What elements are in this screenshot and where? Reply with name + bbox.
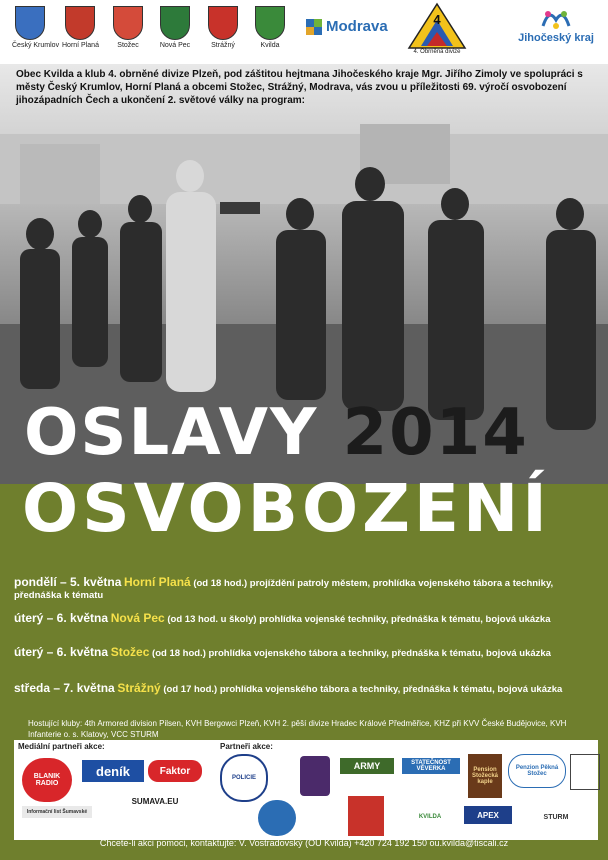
- shield-icon: [255, 6, 285, 40]
- denik-logo: deník: [82, 760, 144, 782]
- crest-horni-plana: [62, 6, 98, 49]
- intro-text: Obec Kvilda a klub 4. obrněné divize Plzeň, pod záštitou hejtmana Jihočeského kraje Mgr. Jiřího Zimoly ve spolupráci s městy Český Krumlov, Horní Planá a obcemi Stožec, Strážný, Modrava, vás zvou u příležitosti 69. výročí osvobození jihozápadních Čech a ukončení 2. světové války na program:: [16, 69, 583, 106]
- sumava-info-logo: Informační list Šumavské: [22, 806, 92, 818]
- crest-cesky-krumlov: [12, 6, 60, 49]
- shield-icon: [208, 6, 238, 40]
- program-item: [14, 682, 594, 696]
- military-crest-icon: [300, 756, 330, 796]
- program-place: Strážný: [117, 681, 161, 695]
- crest-label: Nová Pec: [159, 42, 191, 49]
- title-osvobozeni: OSVOBOZENÍ: [22, 470, 551, 547]
- program-day: středa – 7. května: [14, 681, 115, 695]
- program-desc: (od 18 hod.) projíždění patroly městem, prohlídka vojenského tábora a techniky, přednáška k tématu: [14, 578, 554, 601]
- crest-label: Horní Planá: [62, 42, 99, 49]
- crest-kvilda: [252, 6, 288, 49]
- partners-label: Partneři akce:: [220, 742, 273, 751]
- crest-stozec: [110, 6, 146, 49]
- modrava-text: Modrava: [326, 18, 388, 35]
- crest-strazny: [205, 6, 241, 49]
- title-year: 2014: [342, 396, 529, 470]
- program-place: Horní Planá: [124, 575, 191, 589]
- apex-logo: APEX: [464, 806, 512, 824]
- sturm-logo: STURM: [543, 813, 569, 821]
- program-desc: (od 17 hod.) prohlídka vojenského tábora a techniky, přednáška k tématu, bojová ukázka: [163, 684, 563, 695]
- division-label: 4. Obrněná divize: [407, 49, 467, 55]
- eagle-crest-icon: [570, 754, 600, 790]
- region-text: Jihočeský kraj: [518, 32, 594, 44]
- program-day: pondělí – 5. května: [14, 575, 122, 589]
- crest-label: Strážný: [211, 42, 235, 49]
- crest-nova-pec: [157, 6, 193, 49]
- jihocesky-kraj-logo: [510, 6, 602, 44]
- program-item: [14, 612, 594, 626]
- crest-label: Stožec: [117, 42, 139, 49]
- media-partners-label: Mediální partneři akce:: [18, 742, 105, 751]
- header-logos: [0, 0, 608, 64]
- program-item: [14, 576, 594, 602]
- program-item: [14, 646, 594, 660]
- shield-icon: [113, 6, 143, 40]
- program-section: [0, 470, 608, 860]
- shield-icon: [15, 6, 45, 40]
- contact-line: Chcete-li akci pomoci, kontaktujte: V. Vostradovský (OÚ Kvilda) +420 724 192 150 ou.kvilda@tiscali.cz: [99, 838, 509, 848]
- title-oslavy: OSLAVY: [24, 396, 319, 470]
- shield-icon: [65, 6, 95, 40]
- armored-division-badge: [407, 2, 467, 58]
- statecnost-logo: STATEČNOST VĚVERKA: [402, 758, 460, 774]
- program-desc: (od 18 hod.) prohlídka vojenského tábora a techniky, přednáška k tématu, bojová ukázka: [152, 648, 551, 659]
- program-place: Stožec: [110, 645, 150, 659]
- program-place: Nová Pec: [110, 611, 165, 625]
- crest-label: Český Krumlov: [12, 42, 60, 49]
- historic-photo: [0, 64, 608, 484]
- crest-label: Kvilda: [260, 42, 280, 49]
- hosting-clubs: Hostující kluby: 4th Armored division Pilsen, KVH Bergowci Plzeň, KVH 2. pěší divize Hradec Králové Předměřice, KHZ při KVV České Budějovice, KVH Infanterie o. s. Klatovy, VCC STURM: [28, 719, 567, 739]
- kraj-icon: [539, 6, 573, 32]
- program-day: úterý – 6. května: [14, 611, 109, 625]
- blanik-radio-logo: BLANIK RADIO: [22, 758, 72, 802]
- program-desc: (od 13 hod. u školy) prohlídka vojenské techniky, přednáška k tématu, bojová ukázka: [167, 614, 551, 625]
- program-day: úterý – 6. května: [14, 645, 109, 659]
- division-number: 4: [433, 12, 441, 27]
- sumava-eu-logo: SUMAVA.EU: [131, 796, 179, 806]
- penzion-stozec-logo: Penzion Pěkná Stožec: [508, 754, 566, 788]
- army-logo: ARMY: [340, 758, 394, 774]
- partners-panel: [14, 740, 598, 840]
- round-badge-icon: [258, 800, 296, 836]
- modrava-logo: [306, 18, 388, 35]
- pension-logo: Pension Stožecká kaple: [468, 754, 502, 798]
- kvilda-logo: KVILDA: [418, 814, 442, 820]
- shield-icon: [160, 6, 190, 40]
- policie-logo: POLICIE: [220, 754, 268, 802]
- division-triangle-icon: [407, 2, 467, 50]
- modrava-squares-icon: [306, 19, 322, 35]
- shield-badge-icon: [348, 796, 384, 836]
- faktor-logo: Faktor: [148, 760, 202, 782]
- title-line-1: [24, 396, 529, 470]
